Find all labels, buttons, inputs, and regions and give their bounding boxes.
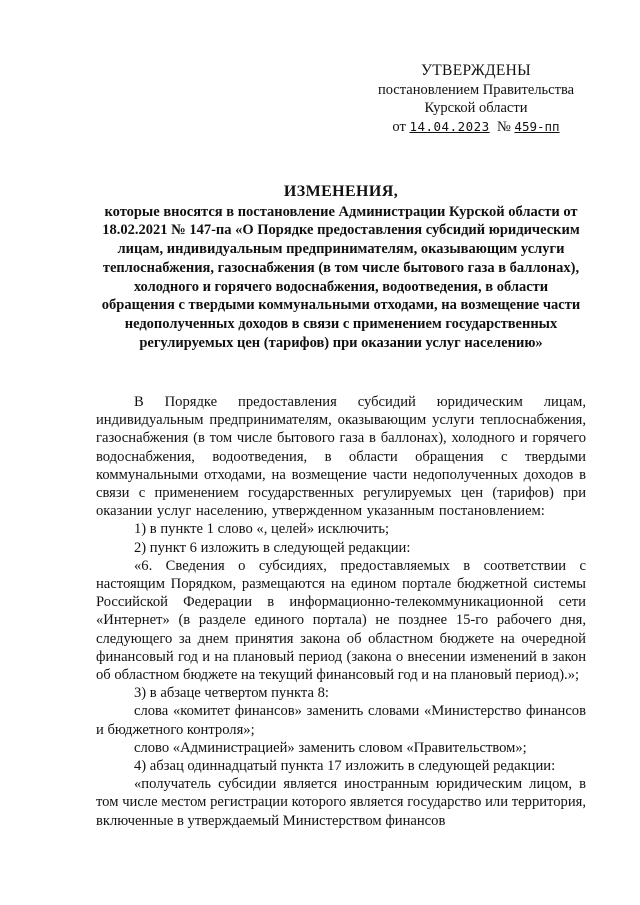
approval-date-line [368,118,584,137]
paragraph-item-3: 3) в абзаце четвертом пункта 8: [134,685,329,702]
title-heading: ИЗМЕНЕНИЯ, [283,183,399,200]
number-prefix: № [496,118,511,135]
paragraph-item-2: 2) пункт 6 изложить в следующей редакции: [134,539,411,556]
approval-number: 459-пп [514,118,560,134]
approval-region: Курской области [424,100,528,116]
approval-date: 14.04.2023 [409,118,490,134]
document-body [96,393,586,830]
paragraph-item-17-text: «получатель субсидии является иностранным юридическим лицом, в том числе местом регистрации которого является государство или территория, включенные в утверждаемый Министерством финансов [96,776,586,829]
title-subtitle: которые вносятся в постановление Администрации Курской области от 18.02.2021 № 147-па «О Порядке предоставления субсидий юридическим лицам, индивидуальным предпринимателям, оказывающим услуги теплоснабжения, газоснабжения (в том числе бытового газа в баллонах), холодного и горячего водоснабжения, водоотведения, в области обращения с твердыми коммунальными отходами, на возмещение части недополученных доходов в связи с применением государственных регулируемых цен (тарифов) при оказании услуг населению» [101,203,581,351]
approval-block [368,62,584,136]
paragraph-replace-committee: слова «комитет финансов» заменить словами «Министерство финансов и бюджетного контроля»; [96,703,586,738]
paragraph-replace-administration: слово «Администрацией» заменить словом «Правительством»; [134,739,527,756]
document-title [96,183,586,352]
approval-authority: постановлением Правительства [377,81,575,98]
paragraph-item-4: 4) абзац одиннадцатый пункта 17 изложить в следующей редакции: [134,758,556,775]
paragraph-intro: В Порядке предоставления субсидий юридическим лицам, индивидуальным предпринимателям, оказывающим услуги теплоснабжения, газоснабжения (в том числе бытового газа в баллонах), холодного и горячего водоснабжения, водоотведения, в области обращения с твердыми коммунальными отходами, на возмещение части недополученных доходов в связи с применением государственных регулируемых цен (тарифов) при оказании услуг населению, утвержденном указанным постановлением: [96,394,586,520]
paragraph-item-6-text: «6. Сведения о субсидиях, предоставляемых в соответствии с настоящим Порядком, размещаются на едином портале бюджетной системы Российской Федерации в информационно-телекоммуникационной сети «Интернет» (в разделе единого портала) не позднее 15-го рабочего дня, следующего за днем принятия закона об областном бюджете на очередной финансовый год и на плановый период (закона о внесении изменений в закон об областном бюджете на текущий финансовый год и на плановый период).»; [96,557,586,684]
paragraph-item-1: 1) в пункте 1 слово «, целей» исключить; [134,521,390,538]
approval-stamp: УТВЕРЖДЕНЫ [421,62,531,79]
date-prefix: от [392,118,406,135]
